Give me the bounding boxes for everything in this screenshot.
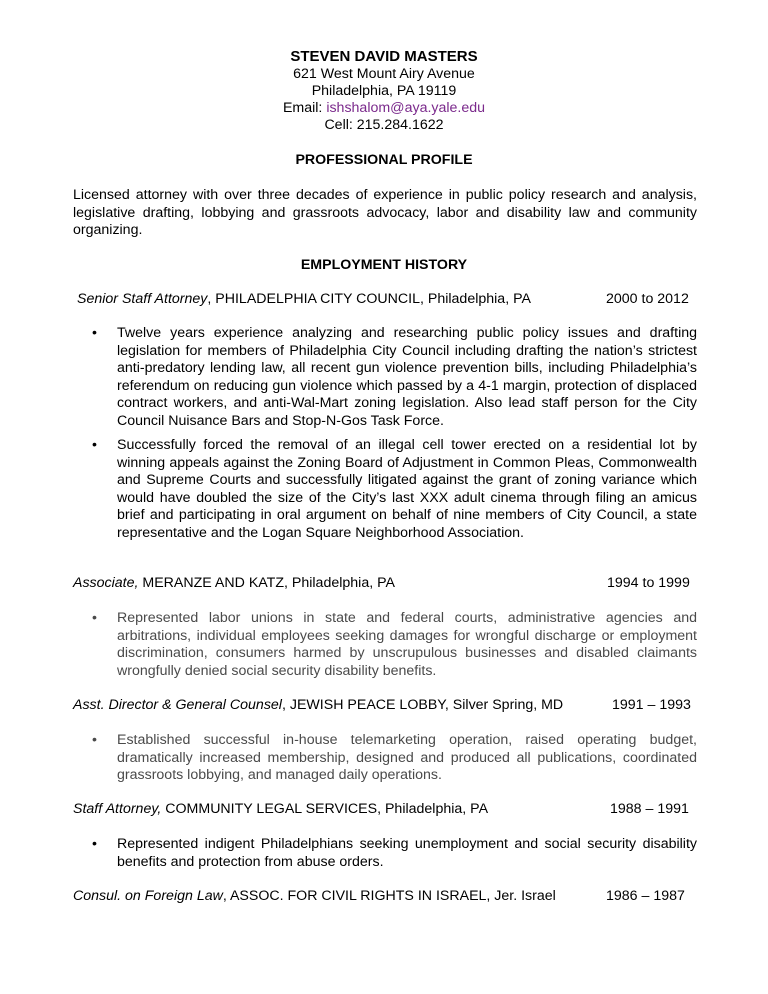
email-link[interactable]: ishshalom@aya.yale.edu	[326, 100, 486, 116]
job-heading	[73, 888, 697, 906]
job-dates: 1988 – 1991	[610, 801, 689, 817]
bullet-item	[92, 325, 697, 431]
bullet-item	[92, 610, 697, 680]
email-label: Email:	[282, 100, 327, 116]
job-role: Associate,	[73, 575, 139, 591]
applicant-name: STEVEN DAVID MASTERS	[290, 48, 478, 65]
job-dates: 1994 to 1999	[607, 575, 690, 591]
address-line-1: 621 West Mount Airy Avenue	[293, 66, 475, 82]
bullet-item	[92, 732, 697, 785]
job-bullets	[92, 836, 697, 871]
resume-header	[0, 48, 768, 134]
profile-paragraph: Licensed attorney with over three decades of experience in public policy research and analysis, legislative drafting, lobbying and grassroots advocacy, labor and disability law and community organizing.	[73, 187, 697, 239]
job-dates: 1986 – 1987	[606, 888, 685, 904]
cell-line: Cell: 215.284.1622	[324, 117, 444, 133]
job-role: Consul. on Foreign Law	[73, 888, 223, 904]
profile-heading: PROFESSIONAL PROFILE	[295, 152, 473, 168]
bullet-text: Established successful in-house telemarketing operation, raised operating budget, dramatically increased membership, designed and produced all publications, coordinated grassroots lobbying, and managed daily operations.	[117, 732, 697, 784]
bullet-text: Represented labor unions in state and federal courts, administrative agencies and arbitrations, individual employees seeking damages for wrongful discharge or employment discrimination, consumers harmed by unscrupulous businesses and disabled claimants wrongfully denied social security disability benefits.	[117, 610, 697, 679]
job-dates: 2000 to 2012	[606, 291, 689, 307]
job-heading	[73, 575, 697, 593]
job-bullets	[92, 610, 697, 680]
job-role: Staff Attorney,	[73, 801, 162, 817]
job-bullets	[92, 437, 697, 543]
bullet-item	[92, 836, 697, 871]
job-heading	[73, 697, 697, 715]
job-org: , JEWISH PEACE LOBBY, Silver Spring, MD	[281, 697, 564, 713]
bullet-text: Twelve years experience analyzing and researching public policy issues and drafting legislation for members of Philadelphia City Council including drafting the nation’s strictest anti-predatory lending law, all recent gun violence prevention bills, including Philadelphia’s referendum on reducing gun violence which passed by a 4-1 margin, protection of displaced contract workers, and anti-Wal-Mart zoning legislation. Also lead staff person for the City Council Nuisance Bars and Stop-N-Gos Task Force.	[117, 325, 697, 429]
address-line-2: Philadelphia, PA 19119	[311, 83, 457, 99]
bullet-icon: •	[92, 732, 97, 748]
job-dates: 1991 – 1993	[612, 697, 691, 713]
bullet-icon: •	[92, 610, 97, 626]
job-heading	[77, 291, 701, 309]
job-org: , PHILADELPHIA CITY COUNCIL, Philadelphia, PA	[207, 291, 531, 307]
job-bullets	[92, 732, 697, 785]
email-line	[0, 100, 768, 117]
job-role: Asst. Director & General Counsel	[73, 697, 282, 713]
job-role: Senior Staff Attorney	[77, 291, 208, 307]
job-bullets	[92, 325, 697, 431]
bullet-item	[92, 437, 697, 543]
employment-heading: EMPLOYMENT HISTORY	[300, 257, 468, 273]
job-heading	[73, 801, 697, 819]
job-org: COMMUNITY LEGAL SERVICES, Philadelphia, PA	[161, 801, 489, 817]
bullet-text: Successfully forced the removal of an illegal cell tower erected on a residential lot by winning appeals against the Zoning Board of Adjustment in Common Pleas, Commonwealth and Supreme Courts and successfully litigated against the grant of zoning variance which would have doubled the size of the City’s last XXX adult cinema through filing an amicus brief and participating in oral argument on behalf of nine members of City Council, a state representative and the Logan Square Neighborhood Association.	[117, 437, 697, 541]
job-org: MERANZE AND KATZ, Philadelphia, PA	[138, 575, 395, 591]
bullet-icon: •	[92, 836, 97, 852]
job-org: , ASSOC. FOR CIVIL RIGHTS IN ISRAEL, Jer. Israel	[222, 888, 556, 904]
bullet-icon: •	[92, 325, 97, 341]
bullet-text: Represented indigent Philadelphians seeking unemployment and social security disability benefits and protection from abuse orders.	[117, 836, 697, 870]
bullet-icon: •	[92, 437, 97, 453]
